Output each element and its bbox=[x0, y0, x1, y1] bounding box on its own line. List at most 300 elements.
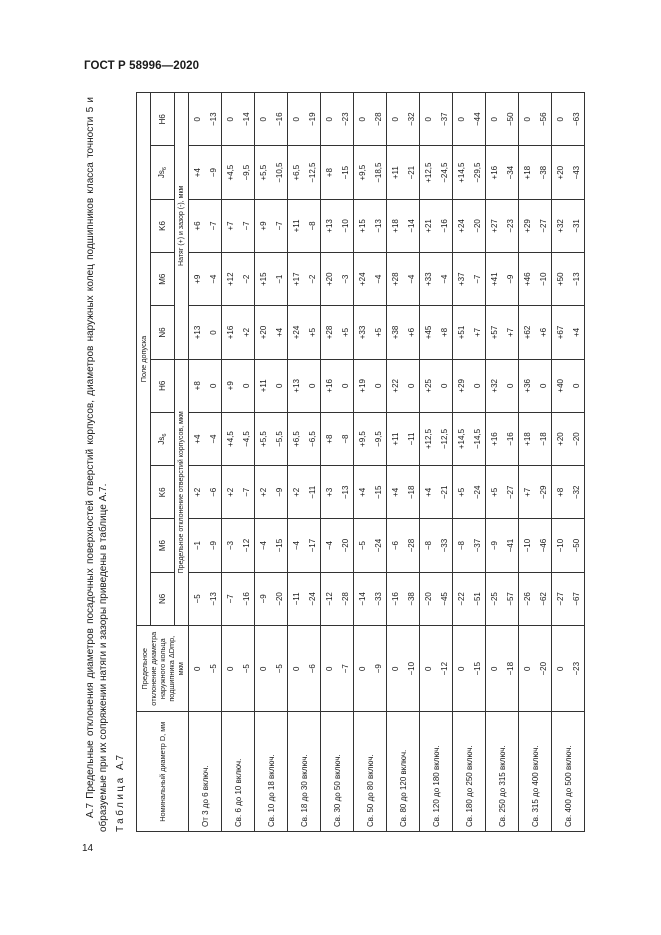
fit-cell: +45 bbox=[420, 306, 437, 359]
fit-cell: +24 bbox=[453, 199, 470, 252]
housing-deviation-cell: +5,5 bbox=[255, 412, 272, 465]
housing-deviation-cell: −22 bbox=[453, 572, 470, 625]
fit-cell: +37 bbox=[453, 253, 470, 306]
housing-deviation-cell: +25 bbox=[420, 359, 437, 412]
table-head bbox=[137, 93, 189, 832]
fit-cell: +9,5 bbox=[354, 146, 371, 199]
header-field-1: M6 bbox=[151, 519, 175, 572]
housing-deviation-cell: −20 bbox=[337, 519, 354, 572]
housing-deviation-cell: −8 bbox=[453, 519, 470, 572]
fit-cell: +4 bbox=[271, 306, 288, 359]
fit-cell: 0 bbox=[486, 93, 503, 147]
housing-deviation-cell: −15 bbox=[271, 519, 288, 572]
fit-cell: +38 bbox=[387, 306, 404, 359]
header-tolerance-field: Поле допуска bbox=[137, 93, 151, 626]
row-diameter-label: От 3 до 6 включ. bbox=[189, 712, 222, 832]
housing-deviation-cell: 0 bbox=[337, 359, 354, 412]
fit-cell: −14 bbox=[403, 199, 420, 252]
fit-cell: +9 bbox=[255, 199, 272, 252]
housing-deviation-cell: −6 bbox=[205, 466, 222, 519]
housing-deviation-cell: −10 bbox=[519, 519, 536, 572]
housing-deviation-cell: +8 bbox=[189, 359, 206, 412]
housing-deviation-cell: 0 bbox=[502, 359, 519, 412]
fit-cell: +6 bbox=[189, 199, 206, 252]
fit-cell: −23 bbox=[502, 199, 519, 252]
housing-deviation-cell: −6,5 bbox=[304, 412, 321, 465]
header-field-4: H6 bbox=[151, 359, 175, 412]
housing-deviation-cell: −4 bbox=[288, 519, 305, 572]
bearing-deviation-cell: −12 bbox=[436, 626, 453, 712]
fit-cell: +4,5 bbox=[222, 146, 239, 199]
fit-cell: +12,5 bbox=[420, 146, 437, 199]
fit-cell: −12,5 bbox=[304, 146, 321, 199]
housing-deviation-cell: +5 bbox=[453, 466, 470, 519]
fit-cell: +50 bbox=[552, 253, 569, 306]
header-field-3 bbox=[151, 412, 175, 465]
fit-cell: +16 bbox=[222, 306, 239, 359]
housing-deviation-cell: +7 bbox=[519, 466, 536, 519]
bearing-deviation-cell: −10 bbox=[403, 626, 420, 712]
field-js-base: Js bbox=[157, 436, 166, 445]
table-row bbox=[519, 93, 536, 832]
housing-deviation-cell: −7 bbox=[222, 572, 239, 625]
bearing-deviation-cell: −5 bbox=[238, 626, 255, 712]
fit-cell: −7 bbox=[271, 199, 288, 252]
fit-cell: −21 bbox=[403, 146, 420, 199]
fit-cell: −44 bbox=[469, 93, 486, 147]
fit-cell: −37 bbox=[436, 93, 453, 147]
housing-deviation-cell: +9 bbox=[222, 359, 239, 412]
housing-deviation-cell: −26 bbox=[519, 572, 536, 625]
housing-deviation-cell: 0 bbox=[205, 359, 222, 412]
housing-deviation-cell: 0 bbox=[271, 359, 288, 412]
fit-cell: −34 bbox=[502, 146, 519, 199]
fit-cell: −3 bbox=[337, 253, 354, 306]
housing-deviation-cell: −45 bbox=[436, 572, 453, 625]
fit-cell: +51 bbox=[453, 306, 470, 359]
housing-deviation-cell: −10 bbox=[552, 519, 569, 572]
fit-cell: −9 bbox=[502, 253, 519, 306]
housing-deviation-cell: −12 bbox=[321, 572, 338, 625]
housing-deviation-cell: 0 bbox=[238, 359, 255, 412]
housing-deviation-cell: −21 bbox=[436, 466, 453, 519]
table-body bbox=[189, 93, 585, 832]
fit-cell: −15 bbox=[337, 146, 354, 199]
fit-cell: +6 bbox=[535, 306, 552, 359]
fit-cell: −10 bbox=[337, 199, 354, 252]
fit-cell: −43 bbox=[568, 146, 585, 199]
header-field-8 bbox=[151, 146, 175, 199]
row-diameter-label: Св. 315 до 400 включ. bbox=[519, 712, 552, 832]
fit-cell: −63 bbox=[568, 93, 585, 147]
housing-deviation-cell: +2 bbox=[189, 466, 206, 519]
bearing-deviation-cell: −23 bbox=[568, 626, 585, 712]
housing-deviation-cell: +5 bbox=[486, 466, 503, 519]
fit-cell: −13 bbox=[205, 93, 222, 147]
fit-cell: −9,5 bbox=[238, 146, 255, 199]
housing-deviation-cell: −11 bbox=[288, 572, 305, 625]
housing-deviation-cell: +12,5 bbox=[420, 412, 437, 465]
header-bearing-deviation: Предельное отклонение диаметра наружного кольца подшипника ΔDmp, мкм bbox=[137, 626, 189, 712]
housing-deviation-cell: −37 bbox=[469, 519, 486, 572]
fit-cell: −13 bbox=[370, 199, 387, 252]
fit-cell: −27 bbox=[535, 199, 552, 252]
housing-deviation-cell: −38 bbox=[403, 572, 420, 625]
row-diameter-label: Св. 6 до 10 включ. bbox=[222, 712, 255, 832]
fit-cell: +13 bbox=[321, 199, 338, 252]
table-row bbox=[387, 93, 404, 832]
table-caption-label: Таблица bbox=[115, 775, 126, 832]
fit-cell: +7 bbox=[222, 199, 239, 252]
table-row bbox=[354, 93, 371, 832]
table-row bbox=[552, 93, 569, 832]
table-row bbox=[255, 93, 272, 832]
housing-deviation-cell: 0 bbox=[469, 359, 486, 412]
bearing-deviation-cell: 0 bbox=[519, 626, 536, 712]
fit-cell: −20 bbox=[469, 199, 486, 252]
fit-cell: +2 bbox=[238, 306, 255, 359]
housing-deviation-cell: 0 bbox=[436, 359, 453, 412]
fit-cell: −38 bbox=[535, 146, 552, 199]
housing-deviation-cell: −25 bbox=[486, 572, 503, 625]
housing-deviation-cell: −24 bbox=[469, 466, 486, 519]
housing-deviation-cell: −5,5 bbox=[271, 412, 288, 465]
housing-deviation-cell: +4 bbox=[189, 412, 206, 465]
table-caption-number: А.7 bbox=[115, 754, 126, 770]
fit-cell: −31 bbox=[568, 199, 585, 252]
fit-cell: +21 bbox=[420, 199, 437, 252]
fit-cell: +57 bbox=[486, 306, 503, 359]
housing-deviation-cell: +8 bbox=[552, 466, 569, 519]
housing-deviation-cell: +3 bbox=[321, 466, 338, 519]
fit-cell: −7 bbox=[238, 199, 255, 252]
housing-deviation-cell: −16 bbox=[238, 572, 255, 625]
fit-cell: −23 bbox=[337, 93, 354, 147]
fit-cell: −2 bbox=[304, 253, 321, 306]
fit-cell: +20 bbox=[552, 146, 569, 199]
housing-deviation-cell: −62 bbox=[535, 572, 552, 625]
fit-cell: +29 bbox=[519, 199, 536, 252]
fit-cell: +5 bbox=[337, 306, 354, 359]
housing-deviation-cell: −50 bbox=[568, 519, 585, 572]
housing-deviation-cell: −33 bbox=[370, 572, 387, 625]
housing-deviation-cell: −27 bbox=[502, 466, 519, 519]
fit-cell: 0 bbox=[453, 93, 470, 147]
housing-deviation-cell: −11 bbox=[304, 466, 321, 519]
housing-deviation-cell: +4,5 bbox=[222, 412, 239, 465]
fit-cell: 0 bbox=[354, 93, 371, 147]
housing-deviation-cell: −24 bbox=[370, 519, 387, 572]
housing-deviation-cell: −14,5 bbox=[469, 412, 486, 465]
fit-cell: +24 bbox=[288, 306, 305, 359]
housing-deviation-cell: −7 bbox=[238, 466, 255, 519]
housing-deviation-cell: +18 bbox=[519, 412, 536, 465]
row-diameter-label: Св. 50 до 80 включ. bbox=[354, 712, 387, 832]
fit-cell: +5 bbox=[370, 306, 387, 359]
housing-deviation-cell: −8 bbox=[420, 519, 437, 572]
fit-cell: 0 bbox=[519, 93, 536, 147]
table-row bbox=[321, 93, 338, 832]
fit-cell: −10,5 bbox=[271, 146, 288, 199]
bearing-deviation-cell: 0 bbox=[486, 626, 503, 712]
fit-cell: −13 bbox=[568, 253, 585, 306]
bearing-deviation-cell: 0 bbox=[255, 626, 272, 712]
fit-cell: +7 bbox=[469, 306, 486, 359]
header-field-6: M6 bbox=[151, 253, 175, 306]
fit-cell: +15 bbox=[255, 253, 272, 306]
fit-cell: +8 bbox=[321, 146, 338, 199]
housing-deviation-cell: +2 bbox=[288, 466, 305, 519]
housing-deviation-cell: +4 bbox=[354, 466, 371, 519]
row-diameter-label: Св. 400 до 500 включ. bbox=[552, 712, 585, 832]
fit-cell: +20 bbox=[255, 306, 272, 359]
fit-cell: −16 bbox=[271, 93, 288, 147]
fit-cell: 0 bbox=[288, 93, 305, 147]
housing-deviation-cell: +11 bbox=[387, 412, 404, 465]
fit-cell: +9 bbox=[189, 253, 206, 306]
fit-cell: +17 bbox=[288, 253, 305, 306]
housing-deviation-cell: +32 bbox=[486, 359, 503, 412]
housing-deviation-cell: −24 bbox=[304, 572, 321, 625]
fit-cell: +67 bbox=[552, 306, 569, 359]
bearing-deviation-cell: −5 bbox=[271, 626, 288, 712]
table-row bbox=[288, 93, 305, 832]
header-nominal-diameter: Номинальный диаметр D, мм bbox=[137, 712, 189, 832]
fit-cell: 0 bbox=[205, 306, 222, 359]
table-row bbox=[222, 93, 239, 832]
fit-cell: −28 bbox=[370, 93, 387, 147]
header-field-5: N6 bbox=[151, 306, 175, 359]
section-title: А.7 Предельные отклонения диаметров посадочных поверхностей отверстий корпусов, диаметров наружных колец подшипников класса точности 5 и образуемые при их сопряжении натяги и зазоры приведены в таблице А.7. bbox=[85, 97, 110, 832]
fit-cell: +14,5 bbox=[453, 146, 470, 199]
housing-deviation-cell: −51 bbox=[469, 572, 486, 625]
housing-deviation-cell: −20 bbox=[568, 412, 585, 465]
housing-deviation-cell: +40 bbox=[552, 359, 569, 412]
housing-deviation-cell: +22 bbox=[387, 359, 404, 412]
fit-cell: −4 bbox=[205, 253, 222, 306]
fit-cell: +18 bbox=[387, 199, 404, 252]
housing-deviation-cell: −16 bbox=[502, 412, 519, 465]
page-number: 14 bbox=[82, 843, 94, 854]
housing-deviation-cell: +16 bbox=[486, 412, 503, 465]
document-header: ГОСТ Р 58996—2020 bbox=[84, 60, 200, 72]
housing-deviation-cell: −14 bbox=[354, 572, 371, 625]
housing-deviation-cell: −12,5 bbox=[436, 412, 453, 465]
bearing-deviation-cell: −5 bbox=[205, 626, 222, 712]
housing-deviation-cell: −28 bbox=[403, 519, 420, 572]
housing-deviation-cell: 0 bbox=[568, 359, 585, 412]
housing-deviation-cell: −5 bbox=[189, 572, 206, 625]
bearing-deviation-cell: 0 bbox=[387, 626, 404, 712]
bearing-deviation-cell: 0 bbox=[420, 626, 437, 712]
fit-cell: −4 bbox=[403, 253, 420, 306]
fit-cell: +62 bbox=[519, 306, 536, 359]
bearing-deviation-cell: −15 bbox=[469, 626, 486, 712]
table-row bbox=[486, 93, 503, 832]
tolerance-table bbox=[136, 92, 585, 832]
header-fit: Натяг (+) и зазор (-), мкм bbox=[175, 93, 189, 360]
housing-deviation-cell: −9,5 bbox=[370, 412, 387, 465]
bearing-deviation-cell: 0 bbox=[321, 626, 338, 712]
fit-cell: 0 bbox=[387, 93, 404, 147]
housing-deviation-cell: −28 bbox=[337, 572, 354, 625]
header-field-9: H6 bbox=[151, 93, 175, 147]
field-js-grade: 6 bbox=[162, 433, 168, 437]
fit-cell: −24,5 bbox=[436, 146, 453, 199]
table-row bbox=[420, 93, 437, 832]
fit-cell: +18 bbox=[519, 146, 536, 199]
fit-cell: +16 bbox=[486, 146, 503, 199]
field-js-base: Js bbox=[157, 170, 166, 179]
fit-cell: +8 bbox=[436, 306, 453, 359]
housing-deviation-cell: −6 bbox=[387, 519, 404, 572]
housing-deviation-cell: −12 bbox=[238, 519, 255, 572]
housing-deviation-cell: −11 bbox=[403, 412, 420, 465]
fit-cell: +6 bbox=[403, 306, 420, 359]
fit-cell: +33 bbox=[420, 253, 437, 306]
fit-cell: 0 bbox=[420, 93, 437, 147]
housing-deviation-cell: −67 bbox=[568, 572, 585, 625]
housing-deviation-cell: +2 bbox=[222, 466, 239, 519]
housing-deviation-cell: −9 bbox=[271, 466, 288, 519]
row-diameter-label: Св. 250 до 315 включ. bbox=[486, 712, 519, 832]
bearing-deviation-cell: 0 bbox=[552, 626, 569, 712]
bearing-deviation-cell: −20 bbox=[535, 626, 552, 712]
housing-deviation-cell: +29 bbox=[453, 359, 470, 412]
fit-cell: +7 bbox=[502, 306, 519, 359]
fit-cell: −4 bbox=[436, 253, 453, 306]
bearing-deviation-cell: 0 bbox=[453, 626, 470, 712]
housing-deviation-cell: −57 bbox=[502, 572, 519, 625]
bearing-deviation-cell: −7 bbox=[337, 626, 354, 712]
housing-deviation-cell: +2 bbox=[255, 466, 272, 519]
header-housing-deviation: Предельное отклонение отверстий корпусов, мкм bbox=[175, 359, 189, 625]
fit-cell: +4 bbox=[568, 306, 585, 359]
fit-cell: −50 bbox=[502, 93, 519, 147]
housing-deviation-cell: −20 bbox=[271, 572, 288, 625]
housing-deviation-cell: −13 bbox=[337, 466, 354, 519]
housing-deviation-cell: −20 bbox=[420, 572, 437, 625]
fit-cell: 0 bbox=[189, 93, 206, 147]
row-diameter-label: Св. 80 до 120 включ. bbox=[387, 712, 420, 832]
fit-cell: +12 bbox=[222, 253, 239, 306]
bearing-deviation-cell: 0 bbox=[288, 626, 305, 712]
housing-deviation-cell: +16 bbox=[321, 359, 338, 412]
fit-cell: 0 bbox=[222, 93, 239, 147]
bearing-deviation-cell: 0 bbox=[189, 626, 206, 712]
housing-deviation-cell: −5 bbox=[354, 519, 371, 572]
fit-cell: +33 bbox=[354, 306, 371, 359]
fit-cell: +24 bbox=[354, 253, 371, 306]
housing-deviation-cell: −32 bbox=[568, 466, 585, 519]
housing-deviation-cell: +13 bbox=[288, 359, 305, 412]
housing-deviation-cell: 0 bbox=[403, 359, 420, 412]
fit-cell: −18,5 bbox=[370, 146, 387, 199]
fit-cell: +32 bbox=[552, 199, 569, 252]
fit-cell: −1 bbox=[271, 253, 288, 306]
housing-deviation-cell: +20 bbox=[552, 412, 569, 465]
housing-deviation-cell: −8 bbox=[337, 412, 354, 465]
housing-deviation-cell: +14,5 bbox=[453, 412, 470, 465]
housing-deviation-cell: +6,5 bbox=[288, 412, 305, 465]
fit-cell: −14 bbox=[238, 93, 255, 147]
bearing-deviation-cell: −6 bbox=[304, 626, 321, 712]
fit-cell: −32 bbox=[403, 93, 420, 147]
fit-cell: +11 bbox=[288, 199, 305, 252]
bearing-deviation-cell: −18 bbox=[502, 626, 519, 712]
fit-cell: +27 bbox=[486, 199, 503, 252]
housing-deviation-cell: −17 bbox=[304, 519, 321, 572]
housing-deviation-cell: −29 bbox=[535, 466, 552, 519]
fit-cell: −19 bbox=[304, 93, 321, 147]
row-diameter-label: Св. 180 до 250 включ. bbox=[453, 712, 486, 832]
housing-deviation-cell: −3 bbox=[222, 519, 239, 572]
housing-deviation-cell: +19 bbox=[354, 359, 371, 412]
bearing-deviation-cell: 0 bbox=[354, 626, 371, 712]
housing-deviation-cell: −41 bbox=[502, 519, 519, 572]
housing-deviation-cell: −1 bbox=[189, 519, 206, 572]
header-field-2: K6 bbox=[151, 466, 175, 519]
rotated-content bbox=[84, 92, 604, 832]
fit-cell: −7 bbox=[469, 253, 486, 306]
fit-cell: −29,5 bbox=[469, 146, 486, 199]
fit-cell: −16 bbox=[436, 199, 453, 252]
bearing-deviation-cell: −9 bbox=[370, 626, 387, 712]
bearing-deviation-cell: 0 bbox=[222, 626, 239, 712]
housing-deviation-cell: −27 bbox=[552, 572, 569, 625]
fit-cell: +20 bbox=[321, 253, 338, 306]
housing-deviation-cell: −4 bbox=[255, 519, 272, 572]
fit-cell: +4 bbox=[189, 146, 206, 199]
fit-cell: 0 bbox=[321, 93, 338, 147]
table-row bbox=[453, 93, 470, 832]
fit-cell: −4 bbox=[370, 253, 387, 306]
fit-cell: 0 bbox=[255, 93, 272, 147]
housing-deviation-cell: 0 bbox=[304, 359, 321, 412]
fit-cell: −7 bbox=[205, 199, 222, 252]
housing-deviation-cell: −4 bbox=[321, 519, 338, 572]
housing-deviation-cell: −33 bbox=[436, 519, 453, 572]
fit-cell: −8 bbox=[304, 199, 321, 252]
field-js-grade: 6 bbox=[162, 167, 168, 171]
housing-deviation-cell: −46 bbox=[535, 519, 552, 572]
row-diameter-label: Св. 30 до 50 включ. bbox=[321, 712, 354, 832]
housing-deviation-cell: −16 bbox=[387, 572, 404, 625]
housing-deviation-cell: 0 bbox=[535, 359, 552, 412]
fit-cell: +11 bbox=[387, 146, 404, 199]
fit-cell: +5,5 bbox=[255, 146, 272, 199]
fit-cell: +6,5 bbox=[288, 146, 305, 199]
housing-deviation-cell: +4 bbox=[420, 466, 437, 519]
housing-deviation-cell: −18 bbox=[535, 412, 552, 465]
fit-cell: +46 bbox=[519, 253, 536, 306]
housing-deviation-cell: +9,5 bbox=[354, 412, 371, 465]
fit-cell: +28 bbox=[321, 306, 338, 359]
fit-cell: +28 bbox=[387, 253, 404, 306]
row-diameter-label: Св. 120 до 180 включ. bbox=[420, 712, 453, 832]
fit-cell: −10 bbox=[535, 253, 552, 306]
row-diameter-label: Св. 18 до 30 включ. bbox=[288, 712, 321, 832]
fit-cell: +5 bbox=[304, 306, 321, 359]
housing-deviation-cell: −15 bbox=[370, 466, 387, 519]
table-caption bbox=[115, 755, 126, 832]
housing-deviation-cell: −9 bbox=[205, 519, 222, 572]
housing-deviation-cell: 0 bbox=[370, 359, 387, 412]
fit-cell: −56 bbox=[535, 93, 552, 147]
housing-deviation-cell: +36 bbox=[519, 359, 536, 412]
housing-deviation-cell: −18 bbox=[403, 466, 420, 519]
housing-deviation-cell: −4,5 bbox=[238, 412, 255, 465]
